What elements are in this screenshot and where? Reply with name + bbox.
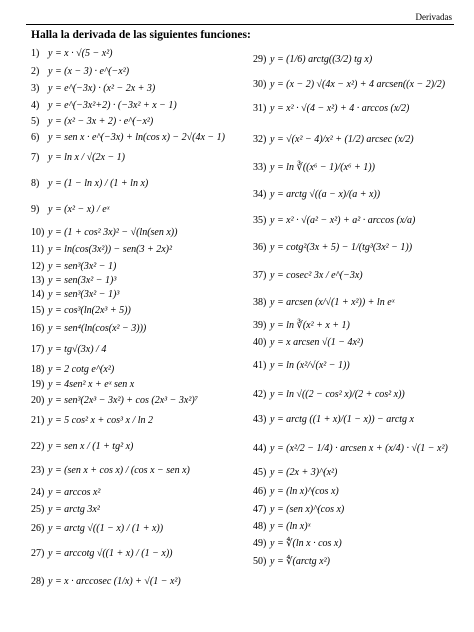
exercise-number: 21) — [31, 415, 45, 426]
exercise-expression: y = arccos x² — [48, 487, 101, 498]
exercise-number: 4) — [31, 100, 40, 111]
exercise-item — [253, 135, 414, 145]
exercise-expression: y = (x − 3) · e^(−x²) — [48, 66, 130, 77]
exercise-item — [31, 549, 172, 559]
exercise-expression: y = arccotg √((1 + x) / (1 − x)) — [48, 548, 173, 559]
exercise-item — [253, 190, 380, 200]
exercise-expression: y = sen(3x² − 1)³ — [48, 275, 117, 286]
exercise-number: 7) — [31, 152, 40, 163]
exercise-number: 11) — [31, 244, 44, 255]
exercise-expression: y = ∜(ln x · cos x) — [270, 538, 342, 549]
exercise-expression: y = arctg 3x² — [48, 504, 100, 515]
exercise-number: 5) — [31, 116, 40, 127]
exercise-item — [31, 179, 148, 189]
exercise-item — [31, 262, 116, 272]
exercise-number: 31) — [253, 103, 267, 114]
page-header: Derivadas — [415, 12, 452, 22]
exercise-number: 36) — [253, 242, 267, 253]
exercise-number: 39) — [253, 320, 267, 331]
exercise-item — [253, 415, 414, 425]
exercise-expression: y = cos³(ln(2x³ + 5)) — [48, 305, 131, 316]
exercise-expression: y = ∜(arctg x²) — [270, 556, 330, 567]
exercise-item — [253, 487, 339, 497]
exercise-number: 32) — [253, 134, 267, 145]
exercise-expression: y = e^(−3x²+2) · (−3x² + x − 1) — [48, 100, 177, 111]
exercise-item — [253, 522, 310, 532]
exercise-item — [31, 345, 106, 355]
exercise-number: 37) — [253, 270, 267, 281]
exercise-number: 1) — [31, 48, 40, 59]
exercise-item — [31, 245, 172, 255]
header-rule — [26, 24, 454, 25]
exercise-item — [31, 49, 112, 59]
exercise-item — [253, 243, 412, 253]
exercise-expression: y = (1 − ln x) / (1 + ln x) — [48, 178, 149, 189]
exercise-number: 10) — [31, 227, 45, 238]
exercise-expression: y = x arcsen √(1 − 4x²) — [270, 337, 364, 348]
exercise-number: 47) — [253, 504, 267, 515]
exercise-expression: y = e^(−3x) · (x² − 2x + 3) — [48, 83, 156, 94]
exercise-item — [31, 524, 163, 534]
exercise-number: 26) — [31, 523, 45, 534]
exercise-item — [31, 84, 155, 94]
exercise-item — [31, 365, 114, 375]
exercise-number: 38) — [253, 297, 267, 308]
exercise-number: 8) — [31, 178, 40, 189]
exercise-item — [31, 67, 129, 77]
exercise-item — [253, 271, 363, 281]
exercise-number: 22) — [31, 441, 45, 452]
exercise-number: 42) — [253, 389, 267, 400]
exercise-expression: y = arctg √((1 − x) / (1 + x)) — [48, 523, 164, 534]
exercise-number: 41) — [253, 360, 267, 371]
exercise-number: 23) — [31, 465, 45, 476]
exercise-item — [253, 557, 330, 567]
exercise-number: 35) — [253, 215, 267, 226]
exercise-expression: y = sen x / (1 + tg² x) — [48, 441, 134, 452]
exercise-expression: y = sen x · e^(−3x) + ln(cos x) − 2√(4x − 1) — [48, 132, 225, 143]
exercise-expression: y = 4sen² x + eˣ sen x — [48, 379, 135, 390]
exercise-number: 24) — [31, 487, 45, 498]
exercise-expression: y = ln √((2 − cos² x)/(2 + cos² x)) — [270, 389, 405, 400]
exercise-expression: y = arctg ((1 + x)/(1 − x)) − arctg x — [270, 414, 414, 425]
exercise-expression: y = x · √(5 − x²) — [48, 48, 113, 59]
exercise-expression: y = ln ∛(x² + x + 1) — [270, 320, 350, 331]
exercise-number: 40) — [253, 337, 267, 348]
exercise-item — [253, 338, 363, 348]
exercise-expression: y = tg√(3x) / 4 — [48, 344, 107, 355]
exercise-number: 43) — [253, 414, 267, 425]
exercise-expression: y = (sen x + cos x) / (cos x − sen x) — [48, 465, 190, 476]
exercise-item — [253, 539, 342, 549]
exercise-number: 9) — [31, 204, 40, 215]
exercise-number: 6) — [31, 132, 40, 143]
exercise-number: 17) — [31, 344, 45, 355]
exercise-expression: y = (ln x)^(cos x) — [270, 486, 339, 497]
exercise-expression: y = arcsen (x/√(1 + x²)) + ln eˣ — [270, 297, 395, 308]
exercise-expression: y = x² · √(4 − x²) + 4 · arccos (x/2) — [270, 103, 410, 114]
exercise-item — [253, 80, 445, 90]
exercise-number: 20) — [31, 395, 45, 406]
exercise-item — [31, 276, 116, 286]
exercise-expression: y = sen³(3x² − 1)³ — [48, 289, 120, 300]
exercise-item — [253, 361, 350, 371]
exercise-item — [31, 488, 100, 498]
exercise-number: 13) — [31, 275, 45, 286]
exercise-item — [31, 306, 131, 316]
exercise-number: 44) — [253, 443, 267, 454]
exercise-expression: y = (x² − 3x + 2) · e^(−x²) — [48, 116, 154, 127]
exercise-item — [31, 505, 100, 515]
exercise-expression: y = (1/6) arctg((3/2) tg x) — [270, 54, 373, 65]
exercise-item — [31, 290, 119, 300]
exercise-expression: y = 5 cos² x + cos³ x / ln 2 — [48, 415, 154, 426]
exercise-item — [31, 324, 146, 334]
exercise-number: 50) — [253, 556, 267, 567]
exercise-expression: y = sen³(2x³ − 3x²) + cos (2x³ − 3x²)⁷ — [48, 395, 199, 406]
exercise-number: 15) — [31, 305, 45, 316]
exercise-expression: y = sen⁴(ln(cos(x² − 3))) — [48, 323, 147, 334]
exercise-item — [253, 444, 448, 454]
exercise-item — [31, 117, 153, 127]
exercise-number: 19) — [31, 379, 45, 390]
exercise-item — [31, 416, 153, 426]
exercise-item — [253, 163, 375, 173]
exercise-item — [253, 468, 337, 478]
exercise-item — [31, 442, 133, 452]
exercise-number: 49) — [253, 538, 267, 549]
exercise-number: 16) — [31, 323, 45, 334]
exercise-item — [31, 228, 177, 238]
exercise-item — [31, 133, 225, 143]
exercise-number: 29) — [253, 54, 267, 65]
exercise-number: 3) — [31, 83, 40, 94]
exercise-number: 28) — [31, 576, 45, 587]
exercise-item — [253, 298, 394, 308]
exercise-expression: y = ln(cos(3x²)) − sen(3 + 2x)² — [48, 244, 172, 255]
exercise-expression: y = cosec² 3x / e^(−3x) — [270, 270, 363, 281]
exercise-number: 18) — [31, 364, 45, 375]
exercise-expression: y = (sen x)^(cos x) — [270, 504, 345, 515]
exercise-expression: y = arctg √((a − x)/(a + x)) — [270, 189, 381, 200]
exercise-expression: y = x² · √(a² − x²) + a² · arccos (x/a) — [270, 215, 416, 226]
exercise-number: 34) — [253, 189, 267, 200]
exercise-expression: y = ln ∛((x⁶ − 1)/(x⁶ + 1)) — [270, 162, 375, 173]
exercise-item — [31, 466, 190, 476]
exercise-item — [31, 380, 134, 390]
exercise-number: 25) — [31, 504, 45, 515]
exercise-item — [31, 153, 125, 163]
exercise-item — [253, 321, 350, 331]
exercise-expression: y = ln x / √(2x − 1) — [48, 152, 126, 163]
exercise-number: 46) — [253, 486, 267, 497]
exercise-expression: y = cotg²(3x + 5) − 1/(tg³(3x² − 1)) — [270, 242, 413, 253]
exercise-item — [253, 104, 409, 114]
exercise-number: 14) — [31, 289, 45, 300]
exercise-expression: y = √(x² − 4)/x² + (1/2) arcsec (x/2) — [270, 134, 414, 145]
exercise-expression: y = 2 cotg e^(x²) — [48, 364, 115, 375]
exercise-number: 45) — [253, 467, 267, 478]
exercise-item — [253, 216, 415, 226]
exercise-number: 12) — [31, 261, 45, 272]
exercise-item — [31, 101, 177, 111]
exercise-title: Halla la derivada de las siguientes funciones: — [31, 29, 251, 41]
exercise-expression: y = ln (x²/√(x² − 1)) — [270, 360, 350, 371]
exercise-number: 27) — [31, 548, 45, 559]
exercise-expression: y = sen³(3x² − 1) — [48, 261, 117, 272]
exercise-item — [31, 396, 198, 406]
exercise-expression: y = (x − 2) √(4x − x²) + 4 arcsen((x − 2)/2) — [270, 79, 446, 90]
exercise-item — [253, 505, 344, 515]
exercise-expression: y = x · arccosec (1/x) + √(1 − x²) — [48, 576, 181, 587]
exercise-expression: y = (x²/2 − 1/4) · arcsen x + (x/4) · √(1 − x²) — [270, 443, 448, 454]
exercise-item — [253, 55, 372, 65]
exercise-expression: y = (ln x)ˣ — [270, 521, 311, 532]
exercise-expression: y = (2x + 3)^(x²) — [270, 467, 338, 478]
exercise-number: 48) — [253, 521, 267, 532]
exercise-expression: y = (x² − x) / eˣ — [48, 204, 110, 215]
exercise-number: 30) — [253, 79, 267, 90]
exercise-number: 2) — [31, 66, 40, 77]
exercise-number: 33) — [253, 162, 267, 173]
exercise-item — [253, 390, 405, 400]
exercise-item — [31, 205, 110, 215]
exercise-expression: y = (1 + cos² 3x)² − √(ln(sen x)) — [48, 227, 178, 238]
exercise-item — [31, 577, 181, 587]
